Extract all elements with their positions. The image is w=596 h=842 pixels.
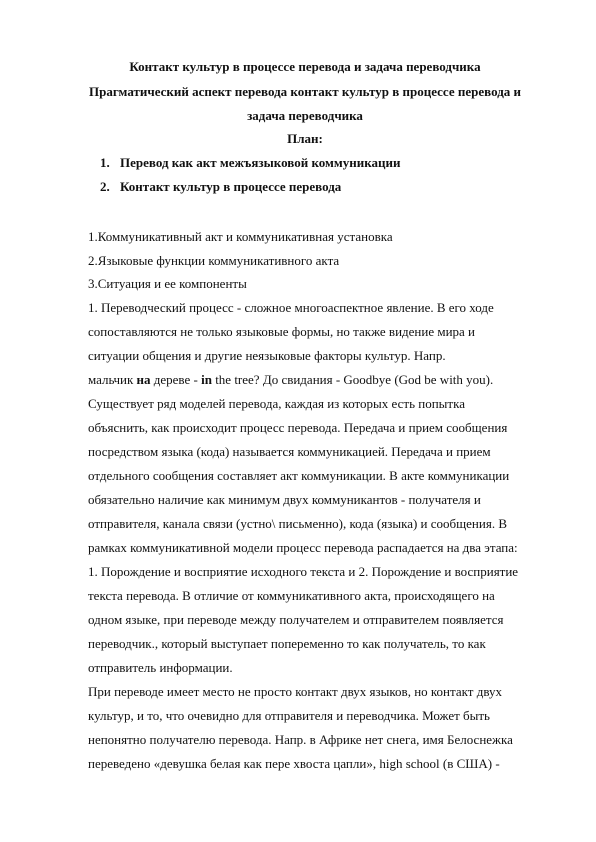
text-line: отправителя, канала связи (устно\ письменно), кода (языка) и сообщения. В <box>88 516 507 531</box>
text-line: переводчик., который выступает попеременно то как получатель, то как <box>88 636 486 651</box>
text-line: 1.Коммуникативный акт и коммуникативная установка <box>88 229 393 244</box>
text-line: Существует ряд моделей перевода, каждая из которых есть попытка <box>88 396 465 411</box>
plan-item-text: Контакт культур в процессе перевода <box>120 179 342 194</box>
example-text: дереве - <box>150 372 202 387</box>
text-line: рамках коммуникативной модели процесс перевода распадается на два этапа: <box>88 540 518 555</box>
text-line: отдельного сообщения составляет акт коммуникации. В акте коммуникации <box>88 468 510 483</box>
text-line: отправитель информации. <box>88 660 233 675</box>
text-line: непонятно получателю перевода. Напр. в Африке нет снега, имя Белоснежка <box>88 732 513 747</box>
text-line: обязательно наличие как минимум двух коммуникантов - получателя и <box>88 492 481 507</box>
text-line: объяснить, как происходит процесс перевода. Передача и прием сообщения <box>88 420 508 435</box>
plan-heading: План: <box>287 131 323 146</box>
document-title: Контакт культур в процессе перевода и задача переводчика <box>129 59 481 74</box>
text-line: сопоставляются не только языковые формы, но также видение мира и <box>88 324 476 339</box>
text-line: 2.Языковые функции коммуникативного акта <box>88 253 340 268</box>
example-text: the tree? До свидания - Goodbye (God be with you). <box>211 372 494 387</box>
text-line: культур, и то, что очевидно для отправителя и переводчика. Может быть <box>88 708 490 723</box>
plan-item <box>100 179 341 195</box>
text-line: 3.Ситуация и ее компоненты <box>88 276 247 291</box>
plan-item <box>100 155 400 171</box>
plan-item-number: 2. <box>100 179 110 194</box>
example-text: мальчик <box>88 372 137 387</box>
text-line: одном языке, при переводе между получателем и отправителем появляется <box>88 612 504 627</box>
text-line: текста перевода. В отличие от коммуникативного акта, происходящего на <box>88 588 495 603</box>
plan-item-number: 1. <box>100 155 110 170</box>
text-line: 1. Переводческий процесс - сложное многоаспектное явление. В его ходе <box>88 300 494 315</box>
document-subtitle-line-1: Прагматический аспект перевода контакт культур в процессе перевода и <box>88 84 522 99</box>
text-line: ситуации общения и другие неязыковые факторы культур. Напр. <box>88 348 446 363</box>
document-subtitle-line-2: задача переводчика <box>247 108 363 123</box>
text-line: переведено «девушка белая как пере хвоста цапли», high school (в США) - <box>88 756 500 771</box>
plan-item-text: Перевод как акт межъязыковой коммуникации <box>120 155 401 170</box>
text-line: 1. Порождение и восприятие исходного текста и 2. Порождение и восприятие <box>88 564 519 579</box>
text-line: посредством языка (кода) называется коммуникацией. Передача и прием <box>88 444 491 459</box>
example-bold-text: на <box>136 372 151 387</box>
text-line: При переводе имеет место не просто контакт двух языков, но контакт двух <box>88 684 503 699</box>
example-line <box>88 372 558 388</box>
example-bold-text: in <box>201 372 212 387</box>
